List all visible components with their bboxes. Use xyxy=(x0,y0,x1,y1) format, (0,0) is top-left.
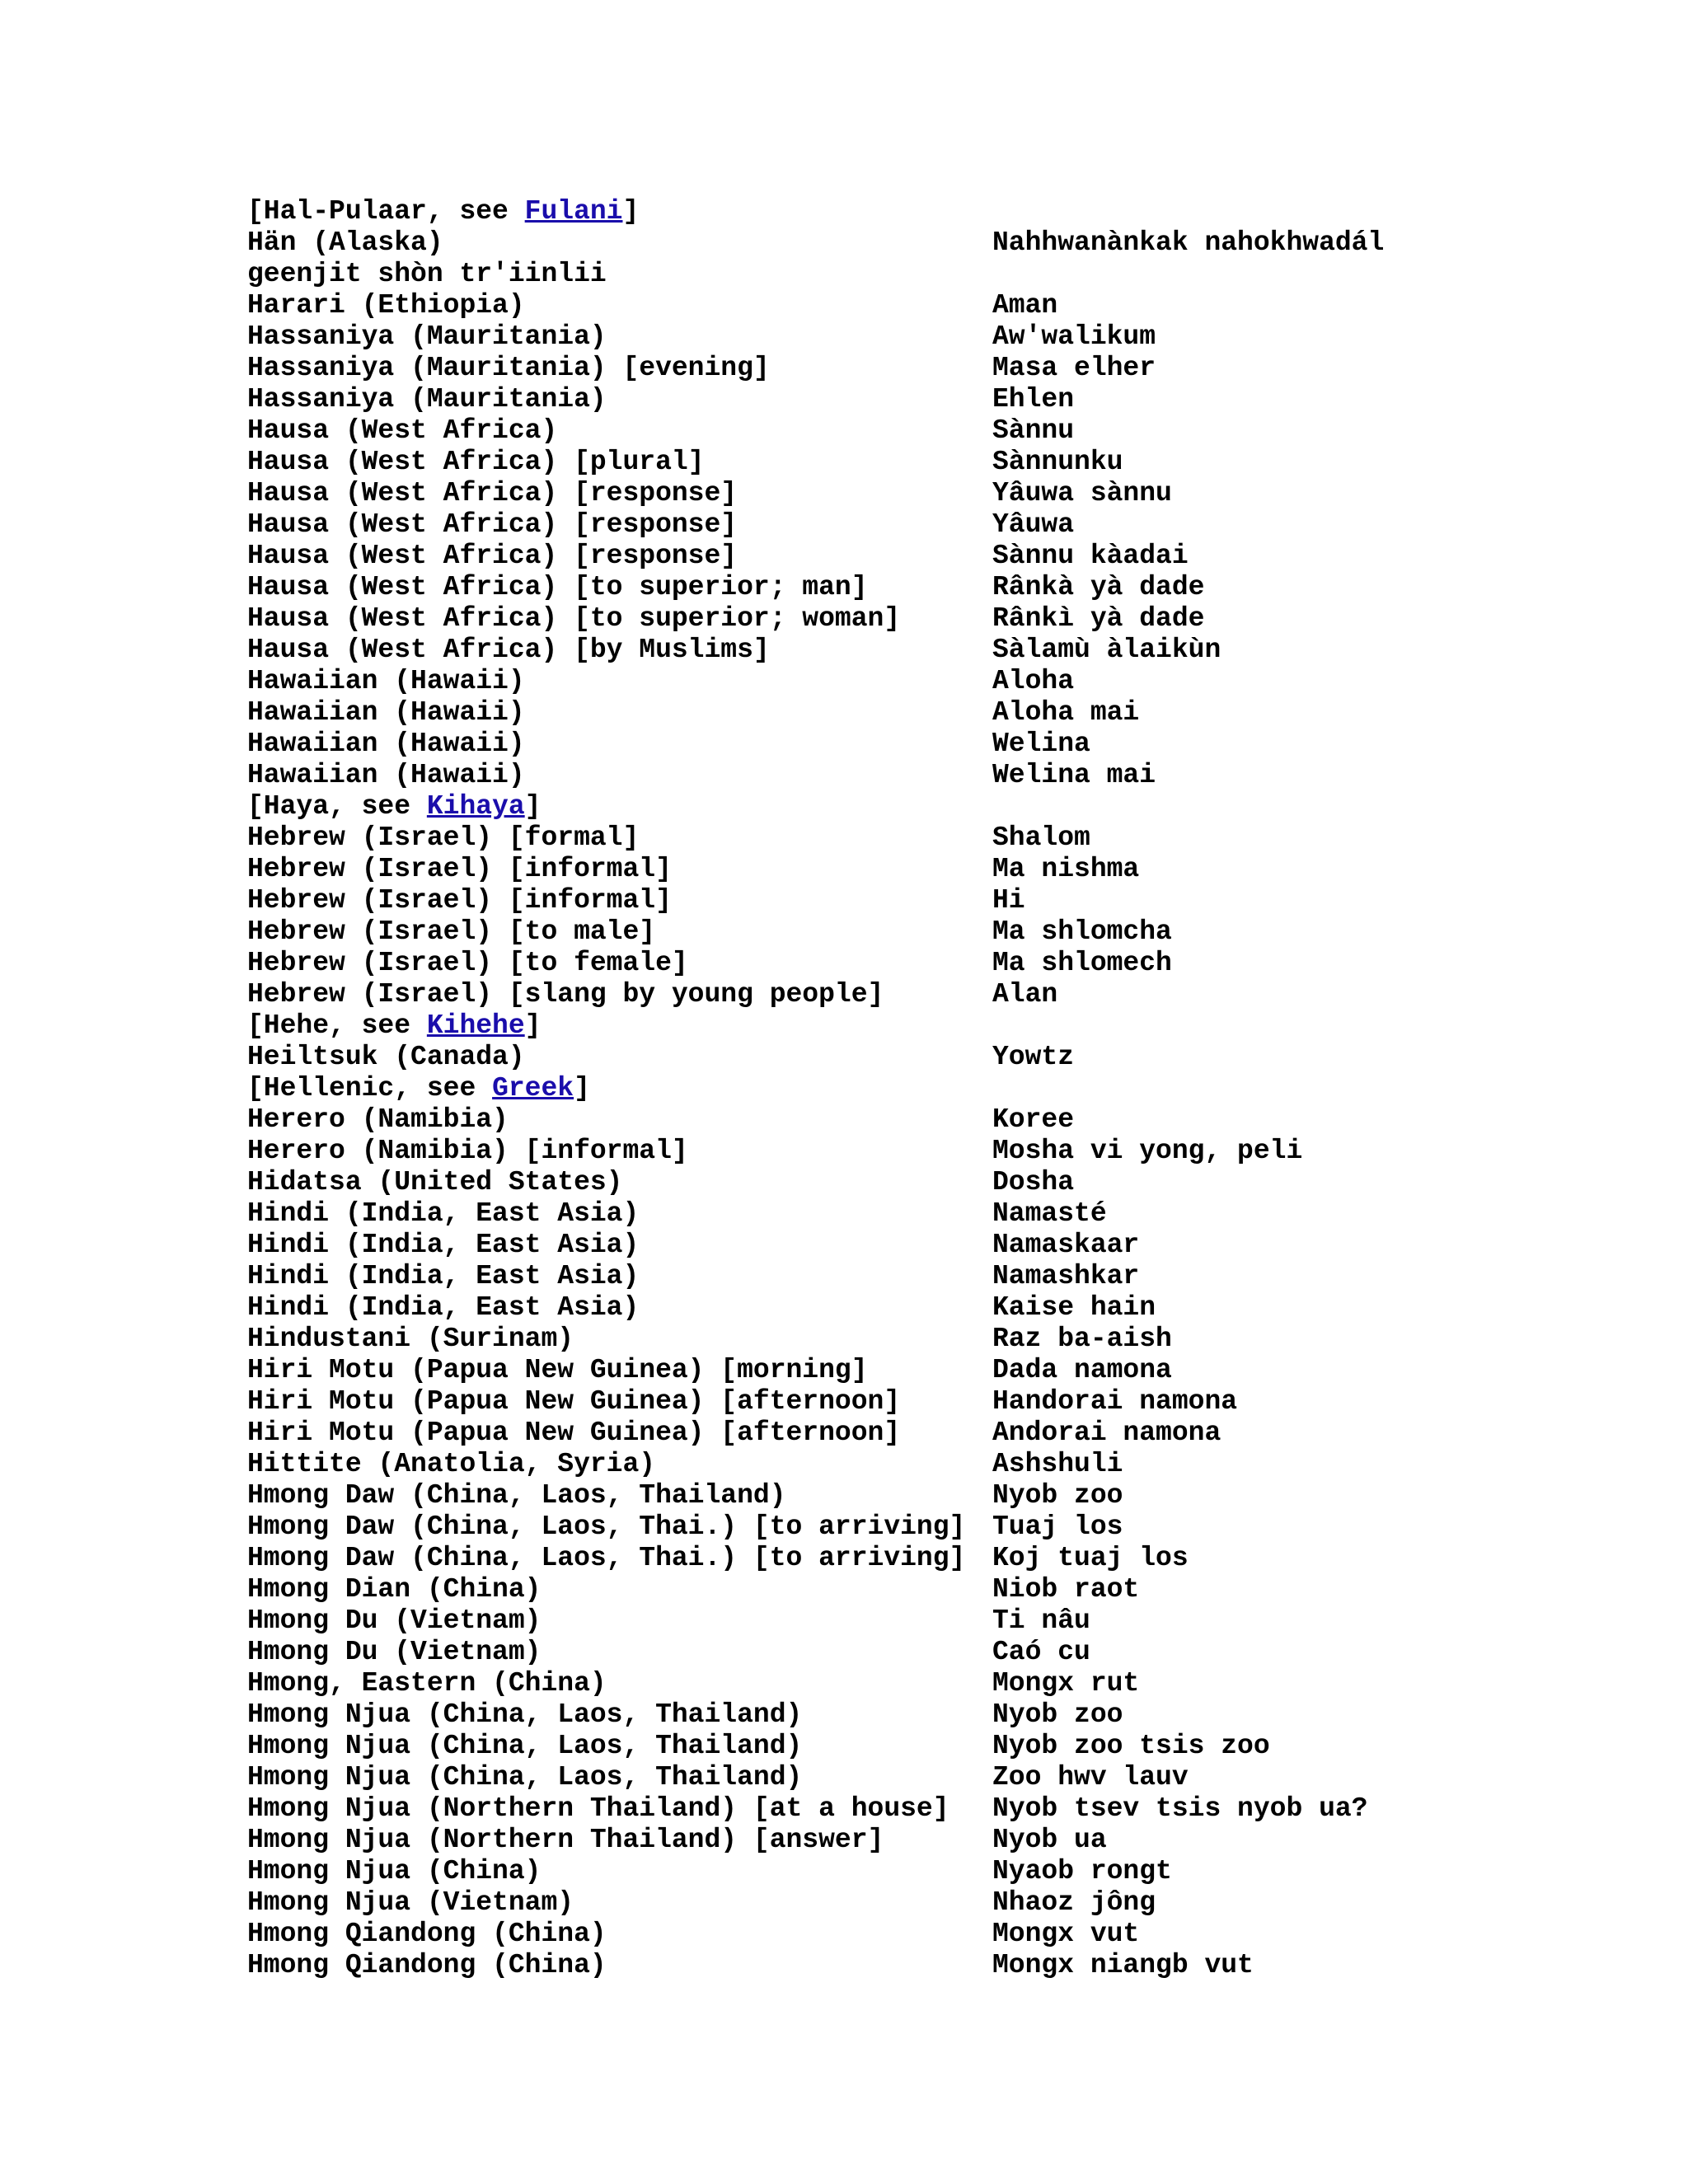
language-name: Herero (Namibia) [informal] xyxy=(247,1136,688,1166)
language-name: Hiri Motu (Papua New Guinea) [morning] xyxy=(247,1355,868,1385)
greeting-text: Kaise hain xyxy=(992,1292,1156,1323)
greeting-row xyxy=(247,729,1665,760)
greeting-text: Ashshuli xyxy=(992,1449,1123,1479)
language-name: Heiltsuk (Canada) xyxy=(247,1042,525,1072)
see-reference-text: [Hellenic, see xyxy=(247,1073,493,1104)
language-name: Hmong Daw (China, Laos, Thai.) [to arriving] xyxy=(247,1511,966,1542)
greeting-row xyxy=(247,1825,1665,1856)
greeting-row xyxy=(247,979,1665,1010)
language-name: Hausa (West Africa) [response] xyxy=(247,509,738,540)
greeting-text: Hi xyxy=(992,885,1025,916)
greeting-row xyxy=(247,321,1665,353)
language-name: Hebrew (Israel) [formal] xyxy=(247,823,640,853)
greeting-text: Nyob zoo xyxy=(992,1480,1123,1511)
greeting-row xyxy=(247,1856,1665,1887)
language-name: Hmong Daw (China, Laos, Thailand) xyxy=(247,1480,786,1511)
greeting-text: Niob raot xyxy=(992,1574,1140,1605)
greeting-row xyxy=(247,697,1665,729)
language-name: Hausa (West Africa) [to superior; woman] xyxy=(247,603,901,634)
greeting-row xyxy=(247,1793,1665,1825)
language-name: Hausa (West Africa) [plural] xyxy=(247,447,705,477)
see-reference-text: [Hehe, see xyxy=(247,1010,427,1041)
language-name: Hmong Qiandong (China) xyxy=(247,1950,607,1980)
greeting-text: Mongx niangb vut xyxy=(992,1950,1254,1980)
language-name: Hmong, Eastern (China) xyxy=(247,1668,607,1699)
see-reference-row xyxy=(247,791,1665,823)
greeting-row xyxy=(247,1574,1665,1605)
greetings-list xyxy=(247,196,1665,1981)
greeting-row xyxy=(247,1543,1665,1574)
greeting-text: Caó cu xyxy=(992,1637,1090,1667)
language-name: Hassaniya (Mauritania) [evening] xyxy=(247,353,770,383)
greeting-row xyxy=(247,885,1665,916)
greeting-text: Nyob tsev tsis nyob ua? xyxy=(992,1793,1368,1824)
greeting-text: Koj tuaj los xyxy=(992,1543,1189,1573)
greeting-row xyxy=(247,1042,1665,1073)
greeting-text: Aloha xyxy=(992,666,1075,696)
greeting-row xyxy=(247,1511,1665,1543)
greeting-row xyxy=(247,290,1665,321)
greeting-text: Sànnu kàadai xyxy=(992,541,1189,571)
language-name: Hmong Du (Vietnam) xyxy=(247,1637,542,1667)
greeting-row xyxy=(247,1449,1665,1480)
language-name: Hmong Njua (Northern Thailand) [at a house] xyxy=(247,1793,950,1824)
language-name: Hmong Daw (China, Laos, Thai.) [to arriving] xyxy=(247,1543,966,1573)
language-name: Hassaniya (Mauritania) xyxy=(247,321,607,352)
language-name: Hiri Motu (Papua New Guinea) [afternoon] xyxy=(247,1418,901,1448)
see-reference xyxy=(247,1010,541,1042)
see-reference-close: ] xyxy=(524,791,542,822)
greeting-text: Mosha vi yong, peli xyxy=(992,1136,1303,1166)
greeting-text: Sànnunku xyxy=(992,447,1123,477)
greeting-row xyxy=(247,603,1665,635)
greeting-row xyxy=(247,1699,1665,1731)
language-name: Hiri Motu (Papua New Guinea) [afternoon] xyxy=(247,1386,901,1417)
greeting-text: Welina xyxy=(992,729,1090,759)
language-name: Hindi (India, East Asia) xyxy=(247,1261,640,1291)
greeting-row xyxy=(247,353,1665,384)
language-name: Harari (Ethiopia) xyxy=(247,290,525,321)
greeting-row xyxy=(247,572,1665,603)
see-reference-row xyxy=(247,1073,1665,1104)
language-name: Hebrew (Israel) [informal] xyxy=(247,854,672,884)
greeting-row xyxy=(247,760,1665,791)
language-name: Hindi (India, East Asia) xyxy=(247,1292,640,1323)
language-name: Hebrew (Israel) [to male] xyxy=(247,916,656,947)
greeting-text: Welina mai xyxy=(992,760,1156,790)
greeting-row xyxy=(247,541,1665,572)
greeting-text: Namaskaar xyxy=(992,1230,1140,1260)
language-name: Hmong Du (Vietnam) xyxy=(247,1605,542,1636)
greeting-row xyxy=(247,1198,1665,1230)
language-name: Hawaiian (Hawaii) xyxy=(247,729,525,759)
greeting-text: Andorai namona xyxy=(992,1418,1221,1448)
greeting-row xyxy=(247,1668,1665,1699)
greeting-row xyxy=(247,478,1665,509)
greeting-row xyxy=(247,1887,1665,1919)
greeting-text: Nyob zoo tsis zoo xyxy=(992,1731,1270,1761)
see-reference-close: ] xyxy=(574,1073,590,1104)
greeting-row xyxy=(247,666,1665,697)
greeting-row xyxy=(247,1167,1665,1198)
greeting-text: Yâuwa xyxy=(992,509,1075,540)
see-reference-row xyxy=(247,1010,1665,1042)
greeting-row xyxy=(247,1104,1665,1136)
greeting-row xyxy=(247,1950,1665,1981)
greeting-text: Sàlamù àlaikùn xyxy=(992,635,1221,665)
greeting-text: Sànnu xyxy=(992,415,1075,446)
greeting-text: Ti nâu xyxy=(992,1605,1090,1636)
language-name: Hmong Njua (China, Laos, Thailand) xyxy=(247,1731,803,1761)
greeting-text: Ma nishma xyxy=(992,854,1140,884)
see-reference-close: ] xyxy=(622,196,640,227)
greeting-row xyxy=(247,1324,1665,1355)
see-reference-text: [Haya, see xyxy=(247,791,427,822)
language-name: Hebrew (Israel) [to female] xyxy=(247,948,688,978)
greeting-row xyxy=(247,1418,1665,1449)
language-name: Hmong Qiandong (China) xyxy=(247,1919,607,1949)
see-reference xyxy=(247,1073,590,1104)
greeting-row xyxy=(247,1386,1665,1418)
language-name: Hawaiian (Hawaii) xyxy=(247,666,525,696)
greeting-text: Nhaoz jông xyxy=(992,1887,1156,1918)
greeting-row xyxy=(247,1731,1665,1762)
language-name: Hawaiian (Hawaii) xyxy=(247,760,525,790)
greeting-text: Yowtz xyxy=(992,1042,1075,1072)
language-name: Hindi (India, East Asia) xyxy=(247,1230,640,1260)
see-reference xyxy=(247,196,639,227)
language-name: Hidatsa (United States) xyxy=(247,1167,623,1197)
greeting-row xyxy=(247,1605,1665,1637)
language-name: Hausa (West Africa) [to superior; man] xyxy=(247,572,868,602)
language-name: Hmong Njua (China, Laos, Thailand) xyxy=(247,1762,803,1793)
greeting-text: Nyaob rongt xyxy=(992,1856,1172,1886)
greeting-text: Dosha xyxy=(992,1167,1075,1197)
language-name: Herero (Namibia) xyxy=(247,1104,509,1135)
greeting-row xyxy=(247,1637,1665,1668)
greeting-text: Nyob zoo xyxy=(992,1699,1123,1730)
language-name: Hindi (India, East Asia) xyxy=(247,1198,640,1229)
greeting-row xyxy=(247,823,1665,854)
greeting-text: Dada namona xyxy=(992,1355,1172,1385)
greeting-row xyxy=(247,447,1665,478)
language-name: Hmong Njua (Vietnam) xyxy=(247,1887,574,1918)
greeting-row xyxy=(247,384,1665,415)
greeting-text: Ma shlomcha xyxy=(992,916,1172,947)
greeting-row xyxy=(247,1136,1665,1167)
greeting-text: Ma shlomech xyxy=(992,948,1172,978)
greeting-row xyxy=(247,1480,1665,1511)
language-name: Hmong Njua (China, Laos, Thailand) xyxy=(247,1699,803,1730)
language-link[interactable]: Kihaya xyxy=(426,791,525,822)
greeting-text: Nyob ua xyxy=(992,1825,1107,1855)
see-reference xyxy=(247,791,541,823)
language-name: Hausa (West Africa) [by Muslims] xyxy=(247,635,770,665)
greeting-text: Mongx rut xyxy=(992,1668,1140,1699)
language-name: Hebrew (Israel) [informal] xyxy=(247,885,672,916)
language-name: Hmong Njua (Northern Thailand) [answer] xyxy=(247,1825,884,1855)
greeting-text: Namasté xyxy=(992,1198,1107,1229)
greeting-row xyxy=(247,1230,1665,1261)
see-reference-close: ] xyxy=(524,1010,542,1041)
greeting-row xyxy=(247,227,1665,259)
language-name: Hän (Alaska) xyxy=(247,227,443,258)
greeting-row xyxy=(247,916,1665,948)
greeting-row xyxy=(247,415,1665,447)
greeting-text: Namashkar xyxy=(992,1261,1140,1291)
greeting-text: Koree xyxy=(992,1104,1075,1135)
language-name: Hebrew (Israel) [slang by young people] xyxy=(247,979,884,1010)
greeting-text: Aloha mai xyxy=(992,697,1140,728)
greeting-text: Nahhwanànkak nahokhwadál xyxy=(992,227,1385,258)
greeting-text: Alan xyxy=(992,979,1058,1010)
language-name: Hausa (West Africa) [response] xyxy=(247,541,738,571)
greeting-row xyxy=(247,259,1665,290)
greeting-row xyxy=(247,1762,1665,1793)
language-name: Hmong Dian (China) xyxy=(247,1574,542,1605)
language-name: Hassaniya (Mauritania) xyxy=(247,384,607,415)
greeting-text: Aw'walikum xyxy=(992,321,1156,352)
greeting-row xyxy=(247,635,1665,666)
see-reference-text: [Hal-Pulaar, see xyxy=(247,196,525,227)
language-link[interactable]: Greek xyxy=(492,1073,574,1104)
greeting-text: Handorai namona xyxy=(992,1386,1238,1417)
see-reference-row xyxy=(247,196,1665,227)
language-link[interactable]: Fulani xyxy=(524,196,623,227)
greeting-text: Zoo hwv lauv xyxy=(992,1762,1189,1793)
language-link[interactable]: Kihehe xyxy=(426,1010,525,1041)
greeting-text: Yâuwa sànnu xyxy=(992,478,1172,509)
language-name: Hittite (Anatolia, Syria) xyxy=(247,1449,656,1479)
greeting-row xyxy=(247,1292,1665,1324)
greeting-text: Ehlen xyxy=(992,384,1075,415)
greeting-row xyxy=(247,1355,1665,1386)
greeting-text: Shalom xyxy=(992,823,1090,853)
language-name: geenjit shòn tr'iinlii xyxy=(247,259,607,289)
greeting-row xyxy=(247,948,1665,979)
language-name: Hmong Njua (China) xyxy=(247,1856,542,1886)
language-name: Hausa (West Africa) xyxy=(247,415,558,446)
language-name: Hawaiian (Hawaii) xyxy=(247,697,525,728)
language-name: Hausa (West Africa) [response] xyxy=(247,478,738,509)
greeting-text: Tuaj los xyxy=(992,1511,1123,1542)
greeting-text: Raz ba-aish xyxy=(992,1324,1172,1354)
greeting-row xyxy=(247,1919,1665,1950)
greeting-row xyxy=(247,854,1665,885)
greeting-text: Aman xyxy=(992,290,1058,321)
greeting-text: Masa elher xyxy=(992,353,1156,383)
greeting-row xyxy=(247,509,1665,541)
greeting-text: Mongx vut xyxy=(992,1919,1140,1949)
greeting-row xyxy=(247,1261,1665,1292)
greeting-text: Rânkì yà dade xyxy=(992,603,1205,634)
language-name: Hindustani (Surinam) xyxy=(247,1324,574,1354)
greeting-text: Rânkà yà dade xyxy=(992,572,1205,602)
